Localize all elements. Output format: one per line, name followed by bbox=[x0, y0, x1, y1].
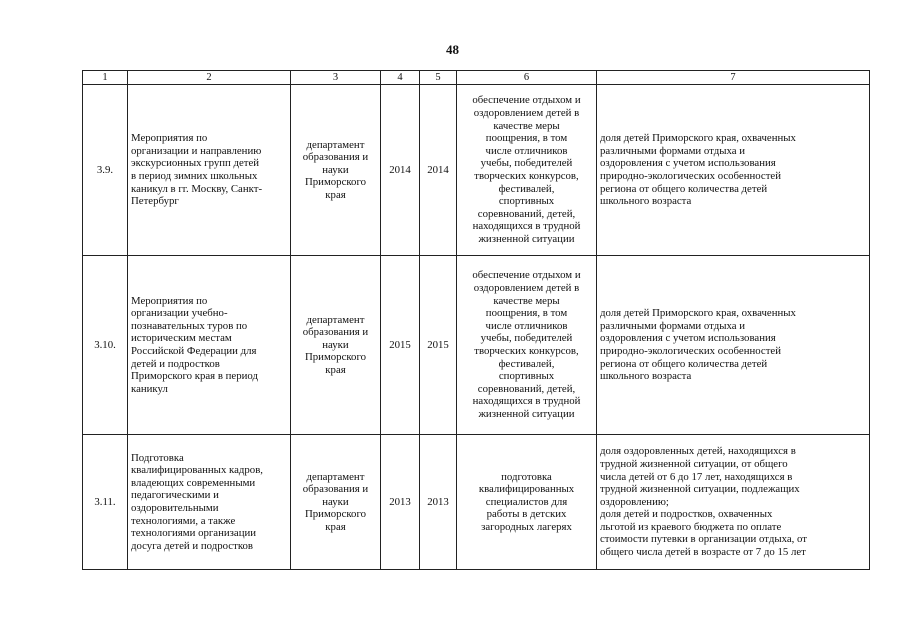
row-number: 3.9. bbox=[83, 85, 128, 256]
expected-result: обеспечение отдыхом и оздоровлением детей в качестве меры поощрения, в том числе отличников учебы, победителей творческих конкурсов, фестивалей, спортивных соревнований, детей, находящихся в трудной жизненной ситуации bbox=[457, 85, 597, 256]
row-number: 3.10. bbox=[83, 256, 128, 435]
indicator: доля детей Приморского края, охваченных различными формами отдыха и оздоровления с учетом использования природно-экологических особенностей региона от общего количества детей школьного возраста bbox=[597, 256, 870, 435]
indicator: доля оздоровленных детей, находящихся в трудной жизненной ситуации, от общего числа детей от 6 до 17 лет, находящихся в трудной жизненной ситуации, подлежащих оздоровлению; доля детей и подростков, охваченных льготой из краевого бюджета по оплате стоимости путевки в организации отдыха, от общего числа детей в возрасте от 7 до 15 лет bbox=[597, 435, 870, 570]
page-number: 48 bbox=[446, 42, 459, 57]
event-name: Мероприятия по организации учебно- познавательных туров по историческим местам Российской Федерации для детей и подростков Приморского края в период каникул bbox=[128, 256, 291, 435]
start-year: 2015 bbox=[381, 256, 420, 435]
indicator: доля детей Приморского края, охваченных различными формами отдыха и оздоровления с учетом использования природно-экологических особенностей региона от общего количества детей школьного возраста bbox=[597, 85, 870, 256]
table-row bbox=[83, 85, 870, 256]
header-col-7: 7 bbox=[597, 71, 870, 85]
end-year: 2015 bbox=[420, 256, 457, 435]
start-year: 2013 bbox=[381, 435, 420, 570]
executor: департамент образования и науки Приморского края bbox=[291, 256, 381, 435]
table-row bbox=[83, 435, 870, 570]
end-year: 2014 bbox=[420, 85, 457, 256]
expected-result: обеспечение отдыхом и оздоровлением детей в качестве меры поощрения, в том числе отличников учебы, победителей творческих конкурсов, фестивалей, спортивных соревнований, детей, находящихся в трудной жизненной ситуации bbox=[457, 256, 597, 435]
executor: департамент образования и науки Приморского края bbox=[291, 85, 381, 256]
table-row bbox=[83, 256, 870, 435]
row-number: 3.11. bbox=[83, 435, 128, 570]
header-col-3: 3 bbox=[291, 71, 381, 85]
header-col-6: 6 bbox=[457, 71, 597, 85]
start-year: 2014 bbox=[381, 85, 420, 256]
header-col-4: 4 bbox=[381, 71, 420, 85]
executor: департамент образования и науки Приморского края bbox=[291, 435, 381, 570]
end-year: 2013 bbox=[420, 435, 457, 570]
header-col-5: 5 bbox=[420, 71, 457, 85]
event-name: Подготовка квалифицированных кадров, владеющих современными педагогическими и оздоровительными технологиями, а также технологиями организации досуга детей и подростков bbox=[128, 435, 291, 570]
table-header-row bbox=[83, 71, 870, 85]
event-name: Мероприятия по организации и направлению экскурсионных групп детей в период зимних школьных каникул в гг. Москву, Санкт- Петербург bbox=[128, 85, 291, 256]
expected-result: подготовка квалифицированных специалистов для работы в детских загородных лагерях bbox=[457, 435, 597, 570]
header-col-1: 1 bbox=[83, 71, 128, 85]
program-table bbox=[82, 70, 870, 570]
header-col-2: 2 bbox=[128, 71, 291, 85]
